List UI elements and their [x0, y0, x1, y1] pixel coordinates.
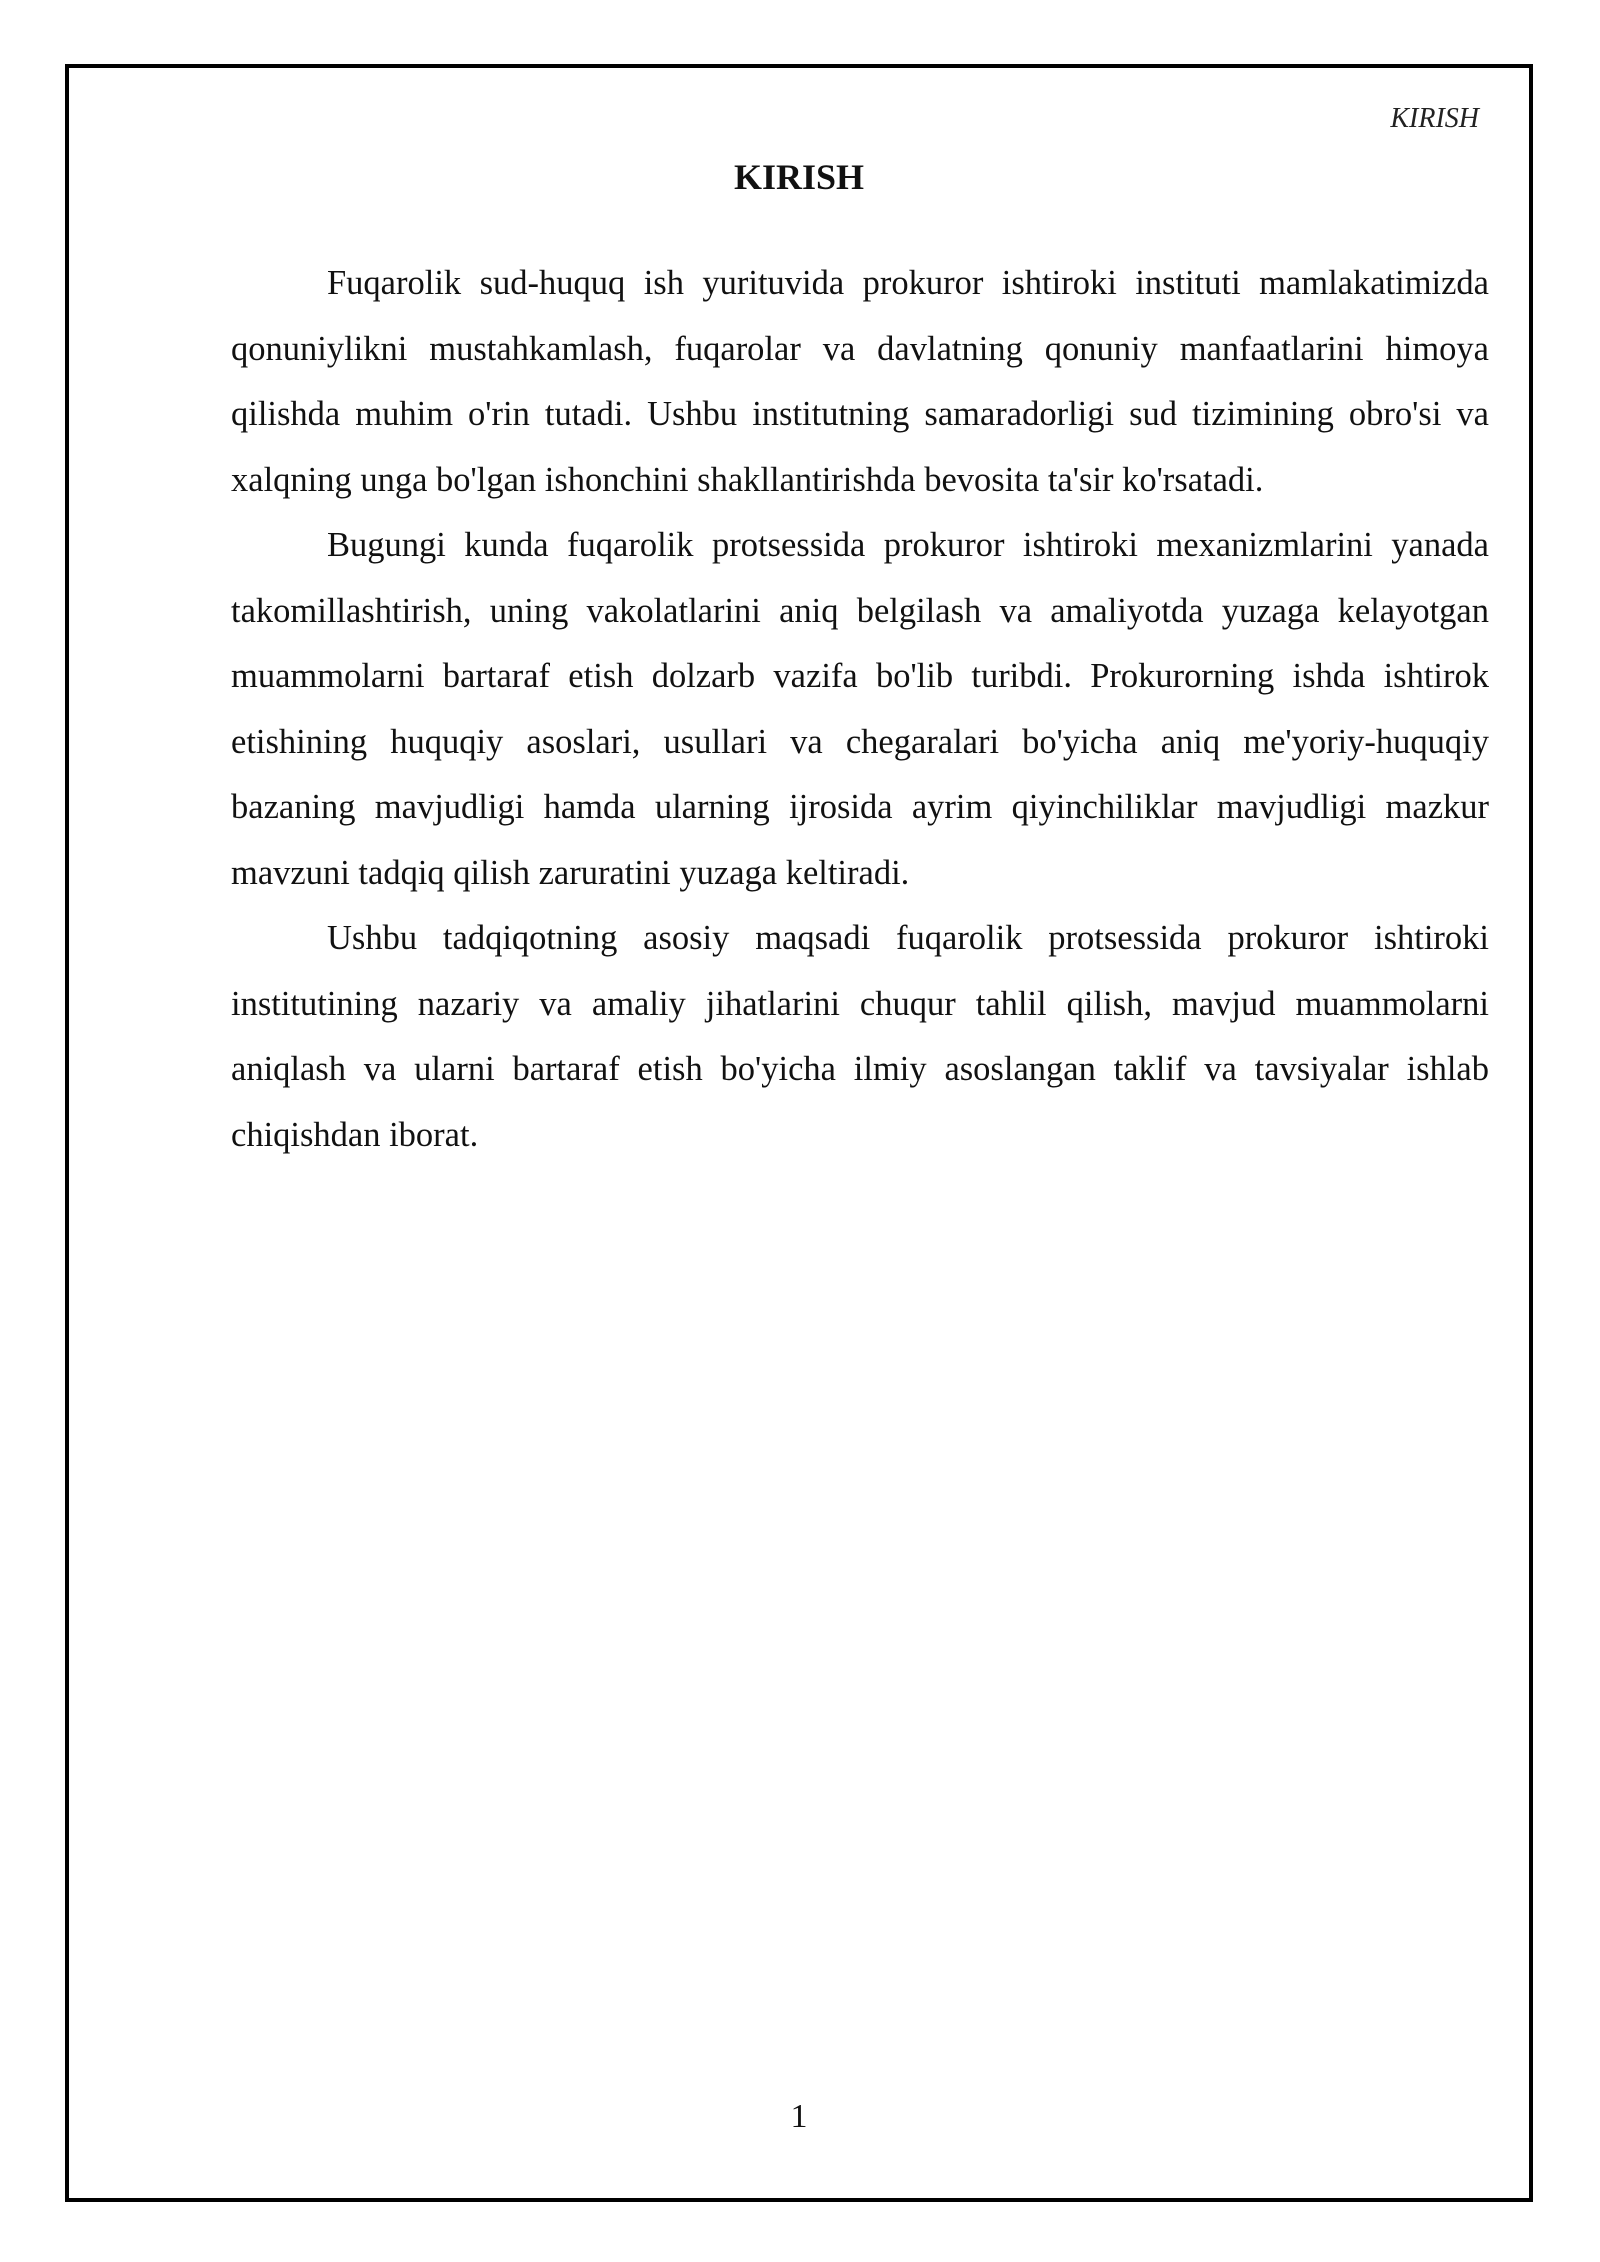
paragraph-1: Fuqarolik sud-huquq ish yurituvida prokuror ishtiroki instituti mamlakatimizda qonuniylikni mustahkamlash, fuqarolar va davlatning qonuniy manfaatlarini himoya qilishda muhim o'rin tutadi. Ushbu institutning samaradorligi sud tizimining obro'si va xalqning unga bo'lgan ishonchini shakllantirishda bevosita ta'sir ko'rsatadi. [231, 264, 1489, 499]
paragraph-3: Ushbu tadqiqotning asosiy maqsadi fuqarolik protsessida prokuror ishtiroki institutining nazariy va amaliy jihatlarini chuqur tahlil qilish, mavjud muammolarni aniqlash va ularni bartaraf etish bo'yicha ilmiy asoslangan taklif va tavsiyalar ishlab chiqishdan iborat. [231, 919, 1489, 1154]
running-header: KIRISH [1390, 103, 1479, 134]
page-frame [65, 64, 1533, 2202]
paragraph-2: Bugungi kunda fuqarolik protsessida prokuror ishtiroki mexanizmlarini yanada takomillashtirish, uning vakolatlarini aniq belgilash va amaliyotda yuzaga kelayotgan muammolarni bartaraf etish dolzarb vazifa bo'lib turibdi. Prokurorning ishda ishtirok etishining huquqiy asoslari, usullari va chegaralari bo'yicha aniq me'yoriy-huquqiy bazaning mavjudligi hamda ularning ijrosida ayrim qiyinchiliklar mavjudligi mazkur mavzuni tadqiq qilish zaruratini yuzaga keltiradi. [231, 526, 1489, 892]
body-text [231, 251, 1489, 1168]
page-number: 1 [790, 2098, 808, 2135]
page-title: KIRISH [733, 157, 865, 197]
